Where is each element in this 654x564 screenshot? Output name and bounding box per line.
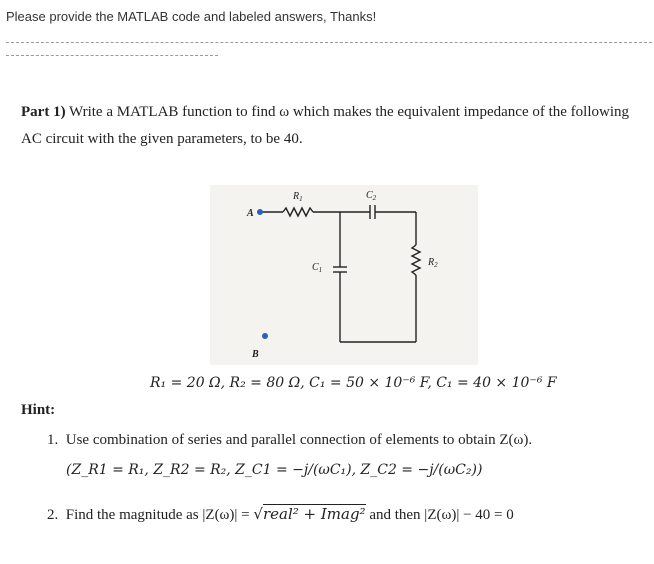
hint-title: Hint: [21, 402, 56, 418]
svg-text:C1: $C_1$ [312, 262, 323, 274]
label-r2: R [428, 257, 435, 268]
resistor-r1 [283, 208, 313, 216]
hint-item-2-number: 2. [47, 507, 59, 523]
hint-item-1-number: 1. [47, 432, 59, 448]
svg-text:R2: $R_2$ [428, 257, 438, 269]
label-a: A [247, 208, 254, 219]
svg-text:R1: $R_1$ [293, 191, 303, 203]
hint-item-1-formula: (Z_R1 = R₁, Z_R2 = R₂, Z_C1 = −j/(ωC₁), Z_C2 = −j/(ωC₂)) [66, 462, 483, 478]
terminal-b-dot [262, 333, 268, 339]
terminal-a-dot [257, 209, 263, 215]
hint-item-1-text: Use combination of series and parallel connection of elements to obtain Z(ω). [65, 432, 533, 448]
hint-item-2-text-c: and then |Z(ω)| − 40 = 0 [365, 507, 514, 523]
sqrt-symbol: √ [253, 505, 263, 523]
separator-line [6, 42, 652, 43]
sqrt-radicand: real² + Imag² [262, 505, 366, 523]
resistor-r2 [412, 245, 420, 275]
part1-text: Write a MATLAB function to find ω which makes the equivalent impedance of the following AC circuit with the given parameters, to be 40. [21, 104, 630, 147]
hint-item-2-text-a: Find the magnitude as |Z(ω)| = [65, 507, 254, 523]
circuit-diagram [210, 185, 478, 365]
circuit-schematic [210, 185, 478, 365]
label-c2: C [366, 190, 373, 201]
hint-item-2 [47, 505, 514, 524]
question-text: Please provide the MATLAB code and labeled answers, Thanks! [6, 9, 377, 24]
part1-paragraph [21, 99, 636, 153]
label-r1: R [293, 191, 300, 202]
svg-text:C2: $C_2$ [366, 190, 377, 202]
hint-item-1 [47, 432, 532, 449]
label-b: B [252, 349, 259, 360]
label-c1: C [312, 262, 319, 273]
separator-line-short [6, 55, 218, 56]
parameter-values: R₁ = 20 Ω, R₂ = 80 Ω, C₁ = 50 × 10⁻⁶ F, C₁ = 40 × 10⁻⁶ F [150, 375, 557, 391]
part1-label: Part 1) [21, 104, 66, 120]
